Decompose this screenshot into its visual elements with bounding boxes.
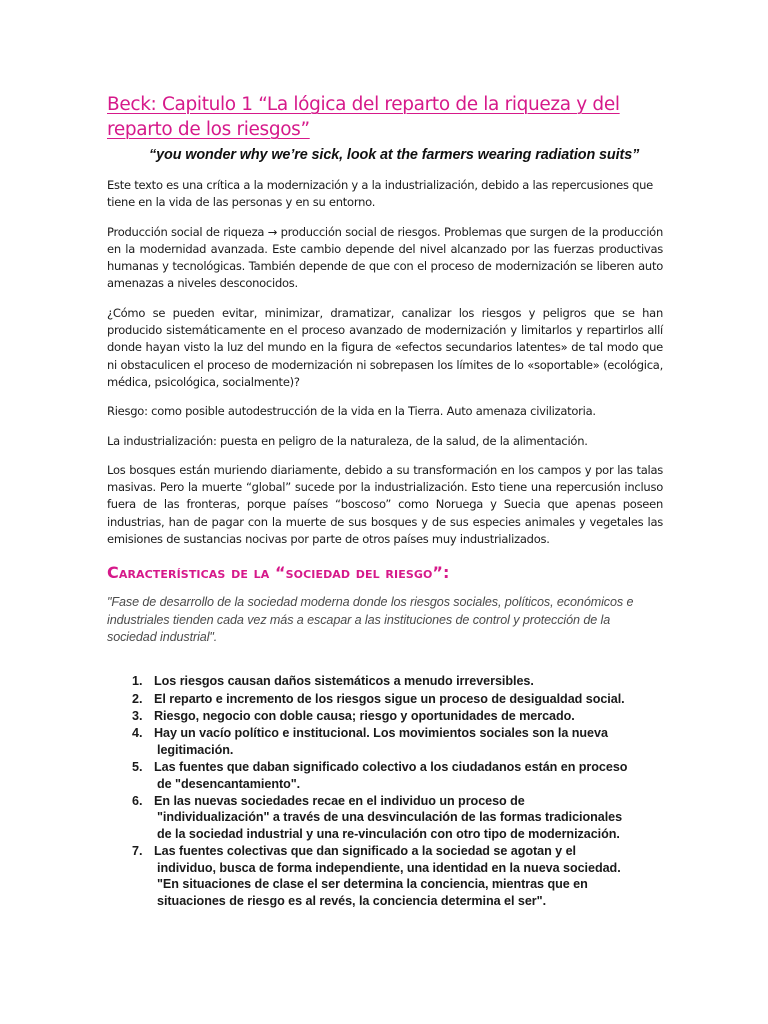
paragraph-industrialization: La industrialización: puesta en peligro de la naturaleza, de la salud, de la alimentación. xyxy=(107,433,588,448)
list-item-number: 6. xyxy=(132,794,143,809)
characteristics-list xyxy=(107,673,663,909)
list-item-text: situaciones de riesgo es al revés, la conciencia determina el ser". xyxy=(157,893,547,908)
definition-quote: "Fase de desarrollo de la sociedad moderna donde los riesgos sociales, políticos, económicos e industriales tienden cada vez más a escapar a las instituciones de control y protección de la sociedad industrial". xyxy=(107,595,634,644)
list-item xyxy=(107,708,663,724)
epigraph-quote: “you wonder why we’re sick, look at the farmers wearing radiation suits” xyxy=(149,147,640,163)
list-item-number: 5. xyxy=(132,760,143,775)
paragraph-production: Producción social de riqueza → producción social de riesgos. Problemas que surgen de la producción en la modernidad avanzada. Este cambio depende del nivel alcanzado por las fuerzas productivas humanas y tecnológicas. También depende de que con el proceso de modernización se liberen auto amenazas a niveles desconocidos. xyxy=(107,224,663,291)
list-item-number: 7. xyxy=(132,844,143,859)
list-item xyxy=(107,673,663,689)
paragraph-question: ¿Cómo se pueden evitar, minimizar, dramatizar, canalizar los riesgos y peligros que se han producido sistemáticamente en el proceso avanzado de modernización y limitarlos y repartirlos allí donde hayan visto la luz del mundo en la figura de «efectos secundarios latentes» de tal modo que ni obstaculicen el proceso de modernización ni sobrepasen los límites de lo «soportable» (ecológica, médica, psicológica, socialmente)? xyxy=(107,305,663,389)
list-item-text: "En situaciones de clase el ser determina la conciencia, mientras que en xyxy=(157,877,588,892)
list-item-text: Riesgo, negocio con doble causa; riesgo y oportunidades de mercado. xyxy=(154,709,575,724)
list-item-text: individuo, busca de forma independiente, una identidad en la nueva sociedad. xyxy=(157,860,621,875)
paragraph-forests: Los bosques están muriendo diariamente, debido a su transformación en los campos y por las talas masivas. Pero la muerte “global” sucede por la industrialización. Esto tiene una repercusión incluso fuera de las fronteras, porque países “boscoso” como Noruega y Suecia que apenas poseen industrias, han de pagar con la muerte de sus bosques y de sus especies animales y vegetales las emisiones de sustancias nocivas por parte de otros países muy industrializados. xyxy=(107,462,663,547)
list-item-text: Las fuentes que daban significado colectivo a los ciudadanos están en proceso xyxy=(154,760,628,775)
list-item-text: El reparto e incremento de los riesgos sigue un proceso de desigualdad social. xyxy=(154,691,625,706)
list-item-number: 4. xyxy=(132,726,143,741)
list-item-number: 1. xyxy=(132,674,143,689)
list-item-text: de "desencantamiento". xyxy=(157,776,301,791)
list-item xyxy=(107,793,663,842)
list-item-text: Hay un vacío político e institucional. Los movimientos sociales son la nueva xyxy=(154,726,608,741)
list-item xyxy=(107,725,663,758)
paragraph-risk-definition: Riesgo: como posible autodestrucción de la vida en la Tierra. Auto amenaza civilizatoria. xyxy=(107,404,596,419)
document-page xyxy=(107,92,663,910)
list-item xyxy=(107,843,663,909)
list-item xyxy=(107,691,663,707)
section-heading: Características de la “sociedad del riesgo”: xyxy=(107,563,450,583)
list-item-text: "individualización" a través de una desvinculación de las formas tradicionales xyxy=(157,810,623,825)
list-item xyxy=(107,759,663,792)
list-item-number: 2. xyxy=(132,691,143,706)
list-item-number: 3. xyxy=(132,709,143,724)
list-item-text: Las fuentes colectivas que dan significado a la sociedad se agotan y el xyxy=(154,844,576,859)
paragraph-intro: Este texto es una crítica a la modernización y a la industrialización, debido a las repercusiones que tiene en la vida de las personas y en su entorno. xyxy=(107,178,654,210)
list-item-text: legitimación. xyxy=(157,742,234,757)
list-item-text: Los riesgos causan daños sistemáticos a menudo irreversibles. xyxy=(154,674,534,689)
list-item-text: de la sociedad industrial y una re-vinculación con otro tipo de modernización. xyxy=(157,826,620,841)
list-item-text: En las nuevas sociedades recae en el individuo un proceso de xyxy=(154,794,525,809)
document-title: Beck: Capitulo 1 “La lógica del reparto de la riqueza y del reparto de los riesgos” xyxy=(107,94,620,140)
